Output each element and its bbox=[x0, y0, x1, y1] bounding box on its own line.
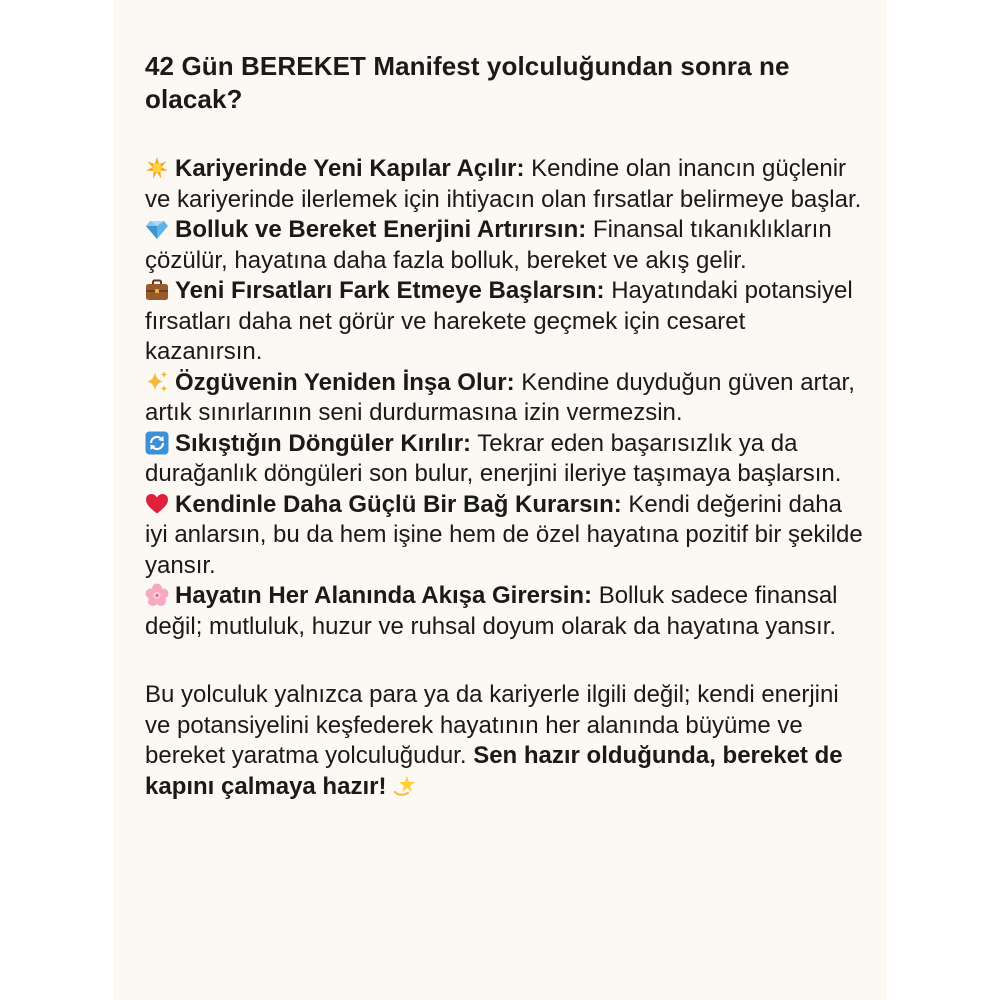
closing-text: Bu yolculuk yalnızca para ya da kariyerle ilgili değil; kendi enerjini ve potansiyelini keşfederek hayatının her alanında büyüme ve bereket yaratma yolculuğudur. bbox=[145, 681, 839, 769]
list-item bbox=[145, 429, 865, 490]
item-text: Tekrar eden başarısızlık ya da durağanlık döngüleri son bulur, enerjini ileriye taşımaya başlarsın. bbox=[145, 429, 842, 487]
item-text: Hayatındaki potansiyel fırsatları daha net görür ve harekete geçmek için cesaret kazanırsın. bbox=[145, 277, 853, 365]
item-heading: Özgüvenin Yeniden İnşa Olur: bbox=[175, 368, 515, 396]
document-page bbox=[113, 0, 887, 1000]
benefit-list bbox=[145, 154, 865, 642]
item-text: Finansal tıkanıklıkların çözülür, hayatına daha fazla bolluk, bereket ve akış gelir. bbox=[145, 216, 832, 274]
list-item bbox=[145, 368, 865, 429]
list-item bbox=[145, 490, 865, 582]
item-heading: Bolluk ve Bereket Enerjini Artırırsın: bbox=[175, 216, 587, 243]
closing-paragraph bbox=[145, 680, 865, 802]
item-text: Bolluk sadece finansal değil; mutluluk, huzur ve ruhsal doyum olarak da hayatına yansır. bbox=[145, 582, 838, 640]
item-text: Kendi değerini daha iyi anlarsın, bu da hem işine hem de özel hayatına pozitif bir şekilde yansır. bbox=[145, 490, 863, 579]
item-heading: Hayatın Her Alanında Akışa Girersin: bbox=[175, 582, 593, 609]
item-heading: Kendinle Daha Güçlü Bir Bağ Kurarsın: bbox=[175, 490, 622, 518]
item-text: Kendine olan inancın güçlenir ve kariyerinde ilerlemek için ihtiyacın olan fırsatlar belirmeye başlar. bbox=[145, 155, 862, 213]
briefcase-icon bbox=[145, 278, 169, 302]
item-heading: Kariyerinde Yeni Kapılar Açılır: bbox=[175, 155, 525, 182]
list-item bbox=[145, 276, 865, 368]
sparkles-icon bbox=[145, 370, 169, 394]
cycle-arrows-icon bbox=[145, 431, 169, 455]
item-text: Kendine duyduğun güven artar, artık sınırlarının seni durdurmasına izin vermezsin. bbox=[145, 368, 855, 426]
closing-bold-text: Sen hazır olduğunda, bereket de kapını çalmaya hazır! bbox=[145, 742, 843, 800]
list-item bbox=[145, 154, 865, 215]
list-item bbox=[145, 215, 865, 276]
document-content bbox=[145, 50, 865, 802]
heart-icon bbox=[145, 492, 169, 516]
page-title: 42 Gün BEREKET Manifest yolculuğundan sonra ne olacak? bbox=[145, 51, 790, 114]
list-item bbox=[145, 581, 865, 642]
dizzy-star-icon bbox=[392, 774, 416, 798]
item-heading: Yeni Fırsatları Fark Etmeye Başlarsın: bbox=[175, 277, 605, 304]
blossom-icon bbox=[145, 583, 169, 607]
star-icon bbox=[145, 156, 169, 180]
gem-icon bbox=[145, 217, 169, 241]
item-heading: Sıkıştığın Döngüler Kırılır: bbox=[175, 429, 472, 457]
